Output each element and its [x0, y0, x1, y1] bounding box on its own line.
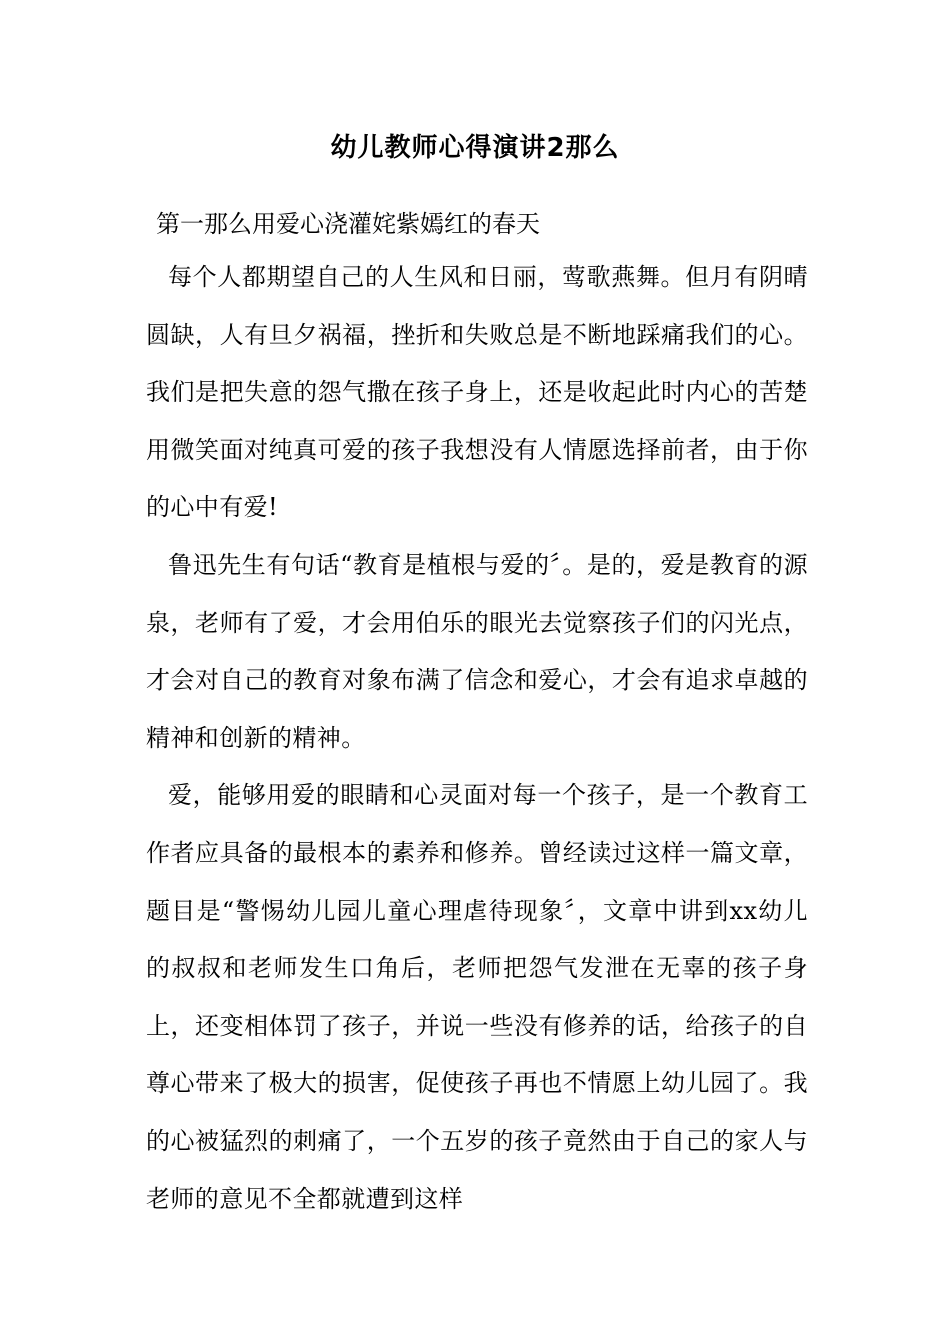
section-heading: 第一那么用爱心浇灌姹紫嫣红的春天 [156, 210, 540, 238]
document-title: 幼儿教师心得演讲2那么 [330, 133, 620, 163]
paragraph-2: 鲁迅先生有句话“教育是植根与爱的〞。是的，爱是教育的源泉，老师有了爱，才会用伯乐的眼光去觉察孩子们的闪光点，才会对自己的教育对象布满了信念和爱心，才会有追求卓越的精神和创新的精神。 [146, 550, 808, 752]
document-body [146, 249, 808, 1228]
paragraph-1: 每个人都期望自己的人生风和日丽，莺歌燕舞。但月有阴晴圆缺，人有旦夕祸福，挫折和失败总是不断地踩痛我们的心。我们是把失意的怨气撒在孩子身上，还是收起此时内心的苦楚用微笑面对纯真可爱的孩子我想没有人情愿选择前者，由于你的心中有爱! [146, 263, 808, 522]
paragraph-3: 爱，能够用爱的眼睛和心灵面对每一个孩子，是一个教育工作者应具备的最根本的素养和修养。曾经读过这样一篇文章，题目是“警惕幼儿园儿童心理虐待现象〞，文章中讲到xx幼儿的叔叔和老师发生口角后，老师把怨气发泄在无辜的孩子身上，还变相体罚了孩子，并说一些没有修养的话，给孩子的自尊心带来了极大的损害，促使孩子再也不情愿上幼儿园了。我的心被猛烈的刺痛了，一个五岁的孩子竟然由于自己的家人与老师的意见不全都就遭到这样 [146, 781, 808, 1213]
